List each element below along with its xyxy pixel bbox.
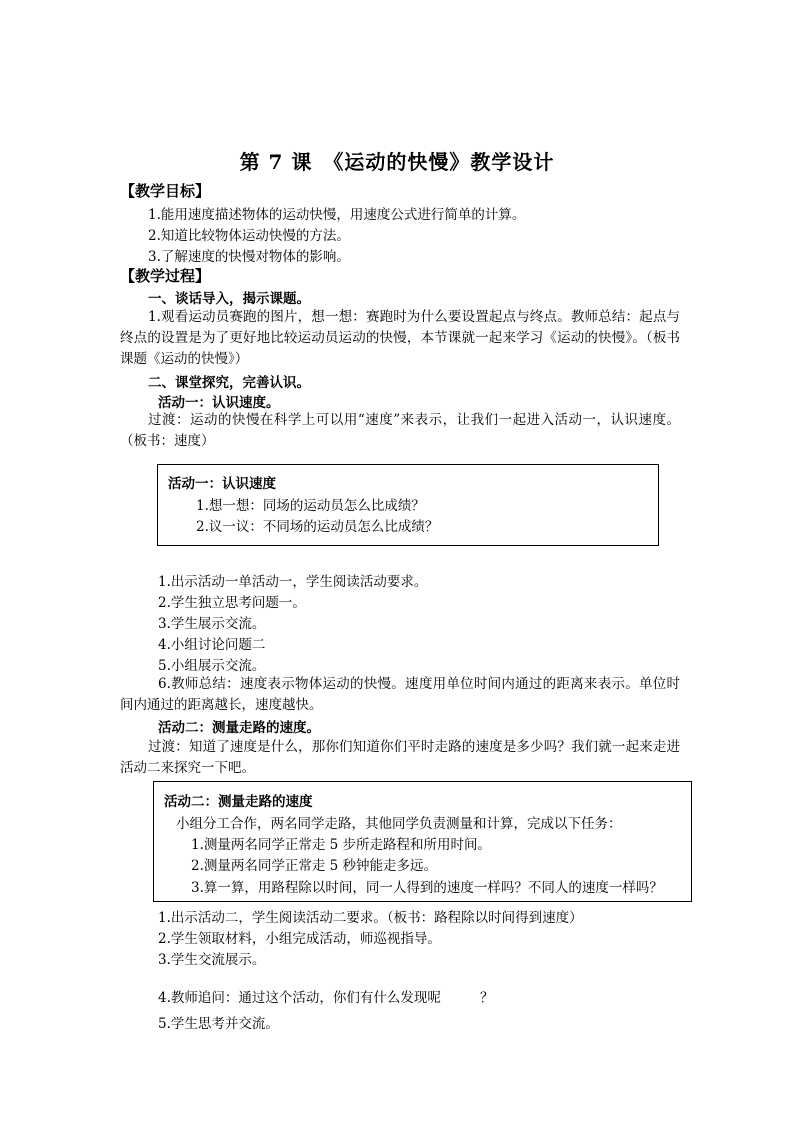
activity-2-box-item: 1.测量两名同学正常走 5 步所走路程和所用时间。 [191,837,492,853]
activity-1-box [157,464,659,546]
activity-1-summary: 6.教师总结：速度表示物体运动的快慢。速度用单位时间内通过的距离来表示。单位时间内通过的距离越长，速度越快。 [120,676,680,713]
activity-1-step: 1.出示活动一单活动一，学生阅读活动要求。 [158,574,428,590]
activity-2-step: 3.学生交流展示。 [158,952,266,968]
process-heading: 【教学过程】 [120,267,211,285]
activity-2-title: 活动二：测量走路的速度。 [158,720,320,736]
activity-1-step: 2.学生独立思考问题一。 [158,595,306,611]
activity-2-step: 1.出示活动二，学生阅读活动二要求。（板书：路程除以时间得到速度） [158,910,583,926]
activity-2-box [153,781,692,902]
activity-2-question: 4.教师追问：通过这个活动，你们有什么发现呢 [158,990,441,1006]
activity-2-box-item: 2.测量两名同学正常走 5 秒钟能走多远。 [191,858,438,874]
activity-2-question-mark: ？ [480,990,494,1006]
activity-1-box-item: 2.议一议：不同场的运动员怎么比成绩？ [196,519,439,535]
activity-2-box-item: 3.算一算，用路程除以时间，同一人得到的速度一样吗？不同人的速度一样吗？ [191,880,663,896]
activity-1-transition: 过渡：运动的快慢在科学上可以用“速度”来表示，让我们一起进入活动一，认识速度。（板书：速度） [120,412,680,449]
activity-1-step: 3.学生展示交流。 [158,616,266,632]
activity-2-step: 2.学生领取材料，小组完成活动，师巡视指导。 [158,931,441,947]
activity-1-box-item: 1.想一想：同场的运动员怎么比成绩？ [196,498,425,514]
activity-2-box-intro: 小组分工合作，两名同学走路，其他同学负责测量和计算，完成以下任务： [176,816,622,832]
activity-2-transition: 过渡：知道了速度是什么，那你们知道你们平时走路的速度是多少吗？我们就一起来走进活动二来探究一下吧。 [120,739,680,776]
activity-1-title: 活动一：认识速度。 [158,395,280,411]
section-1-text: 1.观看运动员赛跑的图片，想一想：赛跑时为什么要设置起点与终点。教师总结：起点与终点的设置是为了更好地比较运动员运动的快慢，本节课就一起来学习《运动的快慢》。（板书课题《运动的快慢》） [120,309,680,367]
goal-item: 2.知道比较物体运动快慢的方法。 [148,228,350,244]
activity-2-box-title: 活动二：测量走路的速度 [164,794,313,810]
activity-1-step: 5.小组展示交流。 [158,658,266,674]
activity-1-box-title: 活动一：认识速度 [168,476,276,492]
goal-item: 1.能用速度描述物体的运动快慢，用速度公式进行简单的计算。 [148,207,526,223]
page-title: 第 7 课 《运动的快慢》教学设计 [239,150,555,174]
activity-2-step: 5.学生思考并交流。 [158,1016,279,1032]
goals-heading: 【教学目标】 [120,182,211,200]
section-2-title: 二、课堂探究，完善认识。 [148,375,310,391]
section-1-title: 一、谈话导入，揭示课题。 [148,291,310,307]
goal-item: 3.了解速度的快慢对物体的影响。 [148,249,350,265]
activity-1-step: 4.小组讨论问题二 [158,637,266,653]
